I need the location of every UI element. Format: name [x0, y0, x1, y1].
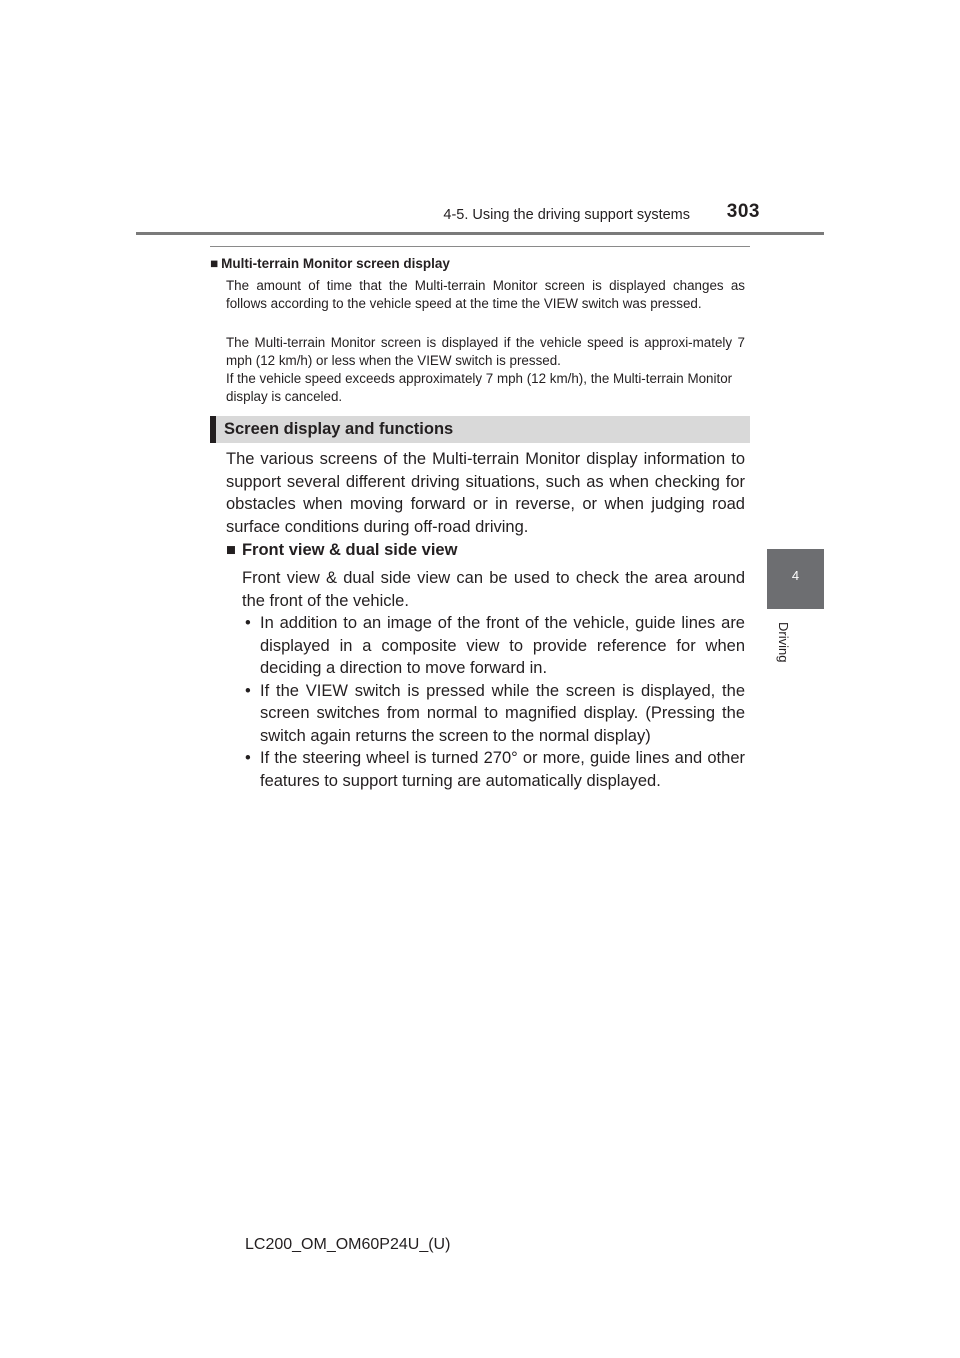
bullet-icon: •: [245, 681, 251, 700]
section-title: Screen display and functions: [224, 420, 454, 438]
front-view-body: Front view & dual side view can be used to check the area around the front of the vehicle.: [242, 569, 745, 610]
front-view-heading-text: Front view & dual side view: [241, 541, 458, 559]
list-item: [242, 612, 745, 680]
list-item-text: If the VIEW switch is pressed while the screen is displayed, the screen switches from normal to magnified display. (Pressing the switch again returns the screen to the normal display): [260, 681, 745, 745]
list-item: [242, 680, 745, 748]
subsection-heading-text: Multi-terrain Monitor screen display: [221, 256, 450, 271]
subsection-paragraph-2-line-1: The Multi-terrain Monitor screen is displayed if the vehicle speed is approxi-mately 7 mph (12 km/h) or less when the VIEW switch is pressed.: [226, 335, 745, 368]
subsection-rule: [210, 246, 750, 247]
header-section-title: 4-5. Using the driving support systems: [443, 207, 690, 223]
bullet-icon: •: [245, 614, 251, 632]
front-view-bullets: [242, 612, 745, 792]
section-banner-accent: [210, 416, 216, 443]
list-item-text: If the steering wheel is turned 270° or more, guide lines and other features to support turning are automatically displayed.: [260, 749, 745, 790]
subsection-heading: [210, 256, 450, 271]
front-view-heading: [226, 541, 457, 560]
subsection-paragraph-2-line-2: If the vehicle speed exceeds approximately 7 mph (12 km/h), the Multi-terrain Monitor display is canceled.: [226, 371, 733, 404]
list-item-text: In addition to an image of the front of the vehicle, guide lines are displayed in a composite view to provide reference for when deciding a direction to move forward in.: [260, 614, 745, 677]
subsection-paragraph-1: The amount of time that the Multi-terrain Monitor screen is displayed changes as follows according to the vehicle speed at the time the VIEW switch was pressed.: [226, 278, 745, 311]
footer-doc-code: LC200_OM_OM60P24U_(U): [245, 1236, 451, 1253]
bullet-icon: •: [245, 749, 251, 767]
subsection-paragraph-2: [226, 334, 745, 406]
chapter-tab-number: 4: [791, 568, 800, 583]
section-intro: The various screens of the Multi-terrain Monitor display information to support several different driving situations, such as when checking for obstacles when moving forward or in reverse, or when judging road surface conditions during off-road driving.: [226, 450, 745, 536]
list-item: [242, 747, 745, 792]
square-bullet-icon: ■: [210, 256, 219, 271]
page-number: 303: [726, 201, 760, 222]
header-rule: [136, 232, 824, 235]
square-bullet-icon: ■: [226, 541, 236, 559]
chapter-tab-label: Driving: [776, 622, 791, 663]
